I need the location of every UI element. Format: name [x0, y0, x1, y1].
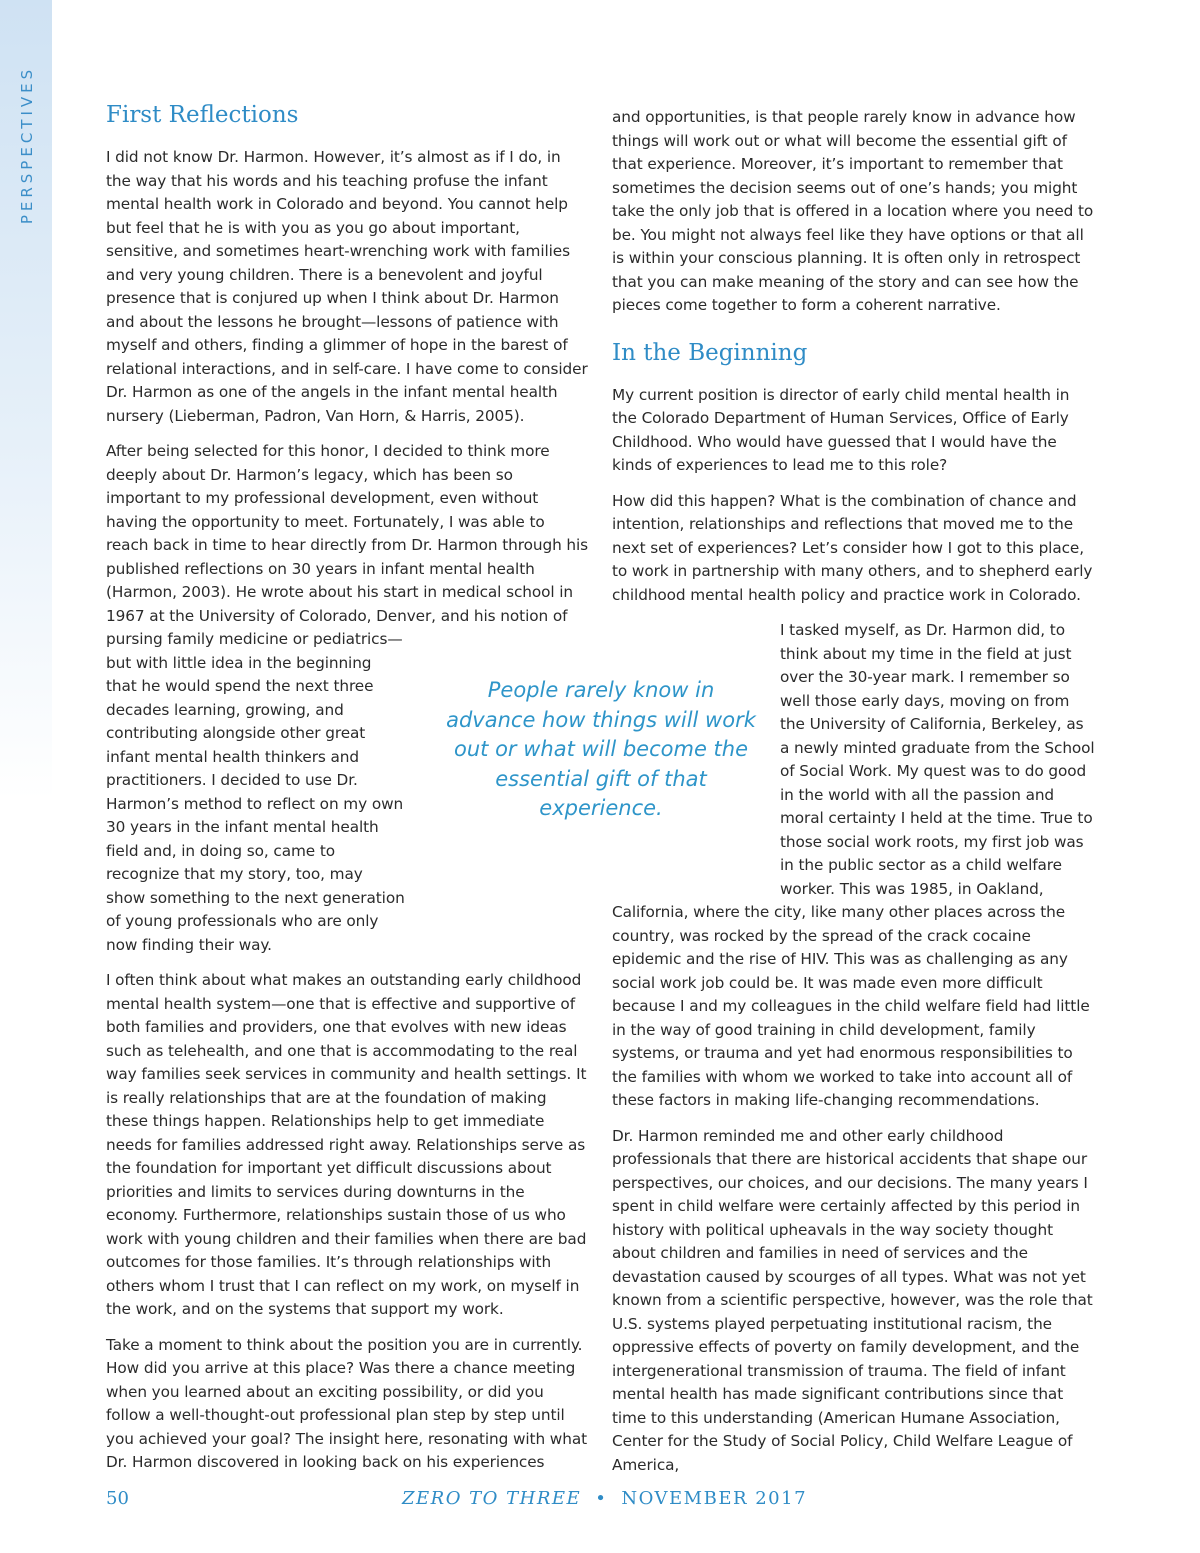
paragraph: California, where the city, like many other places across the country, was rocked by the spread of the crack cocaine epidemic and the rise of HIV. This was as challenging as any social work job could be. It was made even more difficult because I and my colleagues in the child welfare field had little in the way of good training in child development, family systems, or trauma and yet had enormous responsibilities to the families with whom we worked to take into account all of these factors in making life-changing recommendations.	[612, 903, 1090, 1109]
publication-name: ZERO TO THREE	[402, 1488, 582, 1509]
heading-first-reflections: First Reflections	[106, 102, 299, 128]
paragraph: I did not know Dr. Harmon. However, it’s almost as if I do, in the way that his words and his teaching profuse the infant mental health work in Colorado and beyond. You cannot help but feel that he is with you as you go about important, sensitive, and sometimes heart-wrenching work with families and very young children. There is a benevolent and joyful presence that is conjured up when I think about Dr. Harmon and about the lessons he brought—lessons of patience with myself and others, finding a glimmer of hope in the barest of relational interactions, and in self-care. I have come to consider Dr. Harmon as one of the angels in the infant mental health nursery (Lieberman, Padron, Van Horn, & Harris, 2005).	[106, 148, 588, 425]
paragraph: and opportunities, is that people rarely know in advance how things will work out or what will become the essential gift of that experience. Moreover, it’s important to remember that sometimes the decision seems out of one’s hands; you might take the only job that is offered in a location where you need to be. You might not always feel like they have options or that all is within your conscious planning. It is often only in retrospect that you can make meaning of the story and can see how the pieces come together to form a coherent narrative.	[612, 108, 1094, 314]
page-footer	[106, 1488, 1106, 1518]
publication-line	[402, 1488, 807, 1509]
pull-quote: People rarely know in advance how things will work out or what will become the essential gift of that experience.	[446, 678, 756, 820]
paragraph: How did this happen? What is the combination of chance and intention, relationships and reflections that moved me to the next set of experiences? Let’s consider how I got to this place, to work in partnership with many others, and to shepherd early childhood mental health policy and practice work in Colorado.	[612, 491, 1093, 604]
section-tab	[0, 40, 52, 250]
paragraph-wrapped: pursing family medicine or pediatrics—but with little idea in the beginning that he would spend the next three decades learning, growing, and contributing alongside other great infant mental health thinkers and practitioners. I decided to use Dr. Harmon’s method to reflect on my own 30 years in the infant mental health field and, in doing so, came to recognize that my story, too, may show something to the next generation of young professionals who are only now finding their way.	[106, 630, 405, 954]
issue-date: NOVEMBER 2017	[621, 1488, 808, 1509]
paragraph: Dr. Harmon reminded me and other early childhood professionals that there are historical accidents that shape our perspectives, our choices, and our decisions. The many years I spent in child welfare were certainly affected by this period in history with political upheavals in the way society thought about children and families in need of services and the devastation caused by scourges of all types. What was not yet known from a scientific perspective, however, was the role that U.S. systems played perpetuating institutional racism, the oppressive effects of poverty on family development, and the intergenerational transmission of trauma. The field of infant mental health has made significant contributions since that time to this understanding (American Humane Association, Center for the Study of Social Policy, Child Welfare League of America,	[612, 1126, 1093, 1474]
page-number: 50	[106, 1488, 129, 1509]
heading-in-the-beginning: In the Beginning	[612, 339, 808, 366]
paragraph-wrapped: I tasked myself, as Dr. Harmon did, to think about my time in the field at just over the 30-year mark. I remember so well those early days, moving on from the University of California, Berkeley, as a newly minted graduate from the School of Social Work. My quest was to do good in the world with all the passion and moral certainty I held at the time. True to those social work roots, my first job was in the public sector as a child welfare worker. This was 1985, in Oakland,	[780, 621, 1095, 898]
paragraph: Take a moment to think about the position you are in currently. How did you arrive at this place? Was there a chance meeting when you learned about an exciting possibility, or did you follow a well-thought-out professional plan step by step until you achieved your goal? The insight here, resonating with what Dr. Harmon discovered in looking back on his experiences	[106, 1335, 587, 1471]
paragraph: After being selected for this honor, I decided to think more deeply about Dr. Harmon’s legacy, which has been so important to my professional development, even without having the opportunity to meet. Fortunately, I was able to reach back in time to hear directly from Dr. Harmon through his published reflections on 30 years in infant mental health (Harmon, 2003). He wrote about his start in medical school in 1967 at the University of Colorado, Denver, and his notion of	[106, 442, 589, 625]
separator-dot: •	[595, 1488, 608, 1509]
section-label: PERSPECTIVES	[18, 65, 36, 225]
paragraph: I often think about what makes an outstanding early childhood mental health system—one that is effective and supportive of both families and providers, one that evolves with new ideas such as telehealth, and one that is accommodating to the real way families seek services in community and health settings. It is really relationships that are at the foundation of making these things happen. Relationships help to get immediate needs for families addressed right away. Relationships serve as the foundation for important yet difficult discussions about priorities and limits to services during downturns in the economy. Furthermore, relationships sustain those of us who work with young children and their families when there are bad outcomes for those families. It’s through relationships with others whom I trust that I can reflect on my work, on myself in the work, and on the systems that support my work.	[106, 971, 587, 1318]
paragraph: My current position is director of early child mental health in the Colorado Department of Human Services, Office of Early Childhood. Who would have guessed that I would have the kinds of experiences to lead me to this role?	[612, 385, 1070, 474]
